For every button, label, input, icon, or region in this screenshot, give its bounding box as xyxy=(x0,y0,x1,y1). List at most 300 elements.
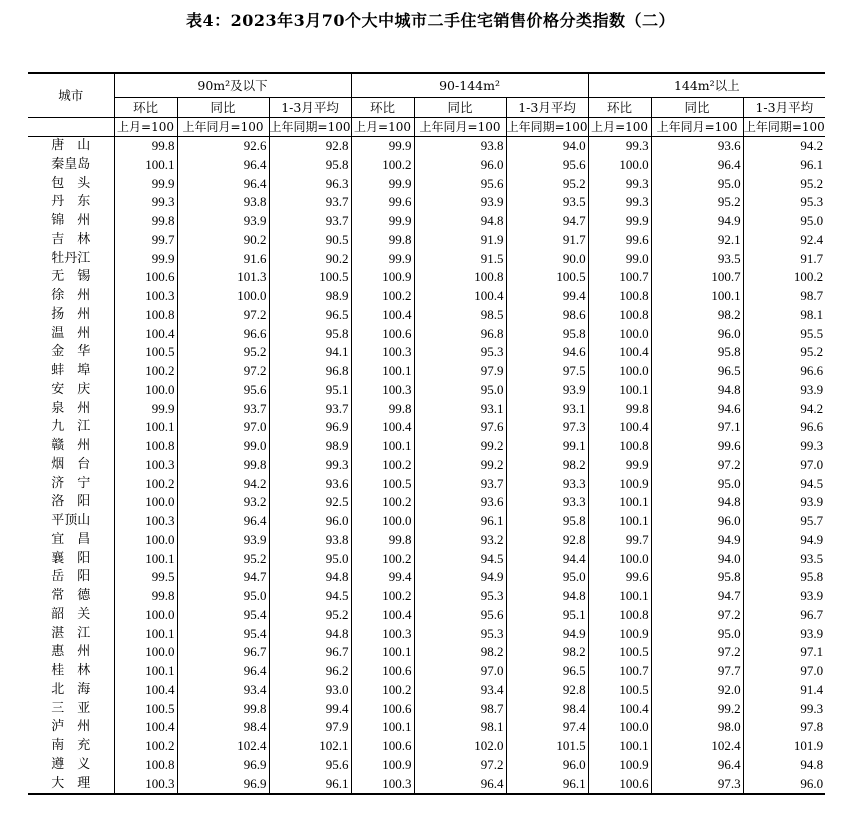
city-name: 秦皇岛 xyxy=(51,156,91,172)
index-value: 93.3 xyxy=(506,493,588,512)
index-value: 98.0 xyxy=(651,718,743,737)
index-value: 94.2 xyxy=(743,137,825,156)
index-value: 96.4 xyxy=(177,512,269,531)
table-row xyxy=(28,287,825,306)
index-value: 100.5 xyxy=(588,643,651,662)
index-value: 95.3 xyxy=(743,193,825,212)
index-value: 100.7 xyxy=(651,268,743,287)
index-value: 95.2 xyxy=(651,193,743,212)
index-value: 95.7 xyxy=(743,512,825,531)
index-value: 95.3 xyxy=(414,343,506,362)
index-value: 90.0 xyxy=(506,250,588,269)
index-value: 95.4 xyxy=(177,625,269,644)
index-value: 100.9 xyxy=(588,475,651,494)
index-value: 97.6 xyxy=(414,418,506,437)
index-value: 93.7 xyxy=(414,475,506,494)
index-value: 100.6 xyxy=(351,662,414,681)
index-value: 100.7 xyxy=(588,268,651,287)
base-header-yoy: 上年同月=100 xyxy=(177,118,269,137)
index-value: 96.6 xyxy=(743,362,825,381)
index-value: 96.4 xyxy=(414,775,506,795)
group-header-small: 90m²及以下 xyxy=(114,73,351,98)
index-value: 96.3 xyxy=(269,175,351,194)
index-value: 100.4 xyxy=(588,700,651,719)
city-name: 包 头 xyxy=(51,175,91,191)
table-row xyxy=(28,587,825,606)
index-value: 100.3 xyxy=(114,287,177,306)
index-value: 93.9 xyxy=(743,493,825,512)
index-value: 99.9 xyxy=(114,400,177,419)
index-value: 100.3 xyxy=(351,343,414,362)
page-title: 表4：2023年3月70个大中城市二手住宅销售价格分类指数（二） xyxy=(185,11,676,30)
index-value: 94.5 xyxy=(414,550,506,569)
table-row xyxy=(28,493,825,512)
index-value: 100.2 xyxy=(114,362,177,381)
city-name: 安 庆 xyxy=(51,381,91,397)
table-row xyxy=(28,362,825,381)
index-value: 93.9 xyxy=(506,381,588,400)
city-name: 济 宁 xyxy=(51,475,91,491)
index-value: 97.7 xyxy=(651,662,743,681)
index-value: 100.1 xyxy=(351,437,414,456)
index-value: 97.0 xyxy=(177,418,269,437)
index-value: 94.6 xyxy=(506,343,588,362)
index-value: 97.5 xyxy=(506,362,588,381)
index-value: 95.5 xyxy=(743,325,825,344)
index-value: 99.2 xyxy=(414,456,506,475)
index-value: 95.6 xyxy=(414,606,506,625)
index-value: 100.9 xyxy=(588,625,651,644)
index-value: 100.6 xyxy=(588,775,651,795)
index-value: 99.6 xyxy=(651,437,743,456)
table-row xyxy=(28,550,825,569)
index-value: 100.4 xyxy=(414,287,506,306)
table-row xyxy=(28,343,825,362)
index-value: 100.5 xyxy=(114,343,177,362)
index-value: 100.8 xyxy=(588,606,651,625)
index-value: 95.8 xyxy=(743,568,825,587)
index-value: 94.7 xyxy=(651,587,743,606)
index-value: 100.0 xyxy=(114,643,177,662)
index-value: 93.4 xyxy=(177,681,269,700)
index-value: 93.7 xyxy=(177,400,269,419)
table-row xyxy=(28,475,825,494)
index-value: 99.3 xyxy=(269,456,351,475)
index-value: 96.7 xyxy=(269,643,351,662)
index-value: 96.6 xyxy=(743,418,825,437)
table-body xyxy=(28,137,825,795)
index-value: 93.4 xyxy=(414,681,506,700)
index-value: 99.7 xyxy=(114,231,177,250)
base-header-mom: 上月=100 xyxy=(114,118,177,137)
sub-header-mom: 环比 xyxy=(114,98,177,118)
index-value: 99.8 xyxy=(177,456,269,475)
index-value: 96.5 xyxy=(506,662,588,681)
sub-header-avg: 1-3月平均 xyxy=(506,98,588,118)
index-value: 94.9 xyxy=(506,625,588,644)
city-name: 惠 州 xyxy=(51,644,91,660)
index-value: 99.1 xyxy=(506,437,588,456)
index-value: 93.6 xyxy=(651,137,743,156)
index-value: 97.2 xyxy=(177,306,269,325)
index-value: 100.8 xyxy=(414,268,506,287)
index-value: 98.5 xyxy=(414,306,506,325)
city-name: 锦 州 xyxy=(51,213,91,228)
index-value: 93.6 xyxy=(414,493,506,512)
index-value: 95.6 xyxy=(177,381,269,400)
table-row xyxy=(28,325,825,344)
index-value: 100.5 xyxy=(114,700,177,719)
index-value: 95.2 xyxy=(743,175,825,194)
index-value: 92.6 xyxy=(177,137,269,156)
index-value: 95.0 xyxy=(743,212,825,231)
index-value: 94.8 xyxy=(506,587,588,606)
index-value: 92.8 xyxy=(506,681,588,700)
index-value: 100.0 xyxy=(588,362,651,381)
index-value: 100.1 xyxy=(114,625,177,644)
index-value: 91.4 xyxy=(743,681,825,700)
index-value: 100.8 xyxy=(588,437,651,456)
index-value: 99.6 xyxy=(588,568,651,587)
base-header-yoy: 上年同月=100 xyxy=(651,118,743,137)
index-value: 96.1 xyxy=(269,775,351,795)
sub-header-avg: 1-3月平均 xyxy=(269,98,351,118)
index-value: 94.0 xyxy=(651,550,743,569)
index-value: 99.3 xyxy=(588,193,651,212)
index-value: 99.3 xyxy=(588,175,651,194)
index-value: 97.4 xyxy=(506,718,588,737)
index-value: 99.8 xyxy=(114,137,177,156)
index-value: 96.6 xyxy=(177,325,269,344)
index-value: 99.4 xyxy=(269,700,351,719)
index-value: 94.9 xyxy=(414,568,506,587)
index-value: 100.8 xyxy=(114,306,177,325)
index-value: 93.9 xyxy=(743,625,825,644)
base-header-mom: 上月=100 xyxy=(351,118,414,137)
index-value: 95.0 xyxy=(414,381,506,400)
city-name: 韶 关 xyxy=(51,606,91,622)
index-value: 94.5 xyxy=(269,587,351,606)
city-name: 平顶山 xyxy=(51,513,91,528)
index-value: 98.2 xyxy=(651,306,743,325)
index-value: 94.5 xyxy=(743,475,825,494)
index-value: 95.8 xyxy=(269,325,351,344)
index-value: 95.8 xyxy=(506,325,588,344)
index-value: 99.3 xyxy=(114,193,177,212)
index-value: 94.8 xyxy=(269,568,351,587)
index-value: 100.8 xyxy=(588,306,651,325)
index-value: 95.2 xyxy=(269,606,351,625)
table-row xyxy=(28,643,825,662)
index-value: 100.2 xyxy=(351,156,414,175)
index-value: 94.9 xyxy=(651,531,743,550)
index-value: 100.0 xyxy=(114,493,177,512)
index-value: 100.1 xyxy=(351,643,414,662)
index-value: 96.9 xyxy=(177,775,269,795)
index-value: 96.0 xyxy=(414,156,506,175)
index-value: 97.1 xyxy=(651,418,743,437)
index-value: 100.3 xyxy=(114,456,177,475)
index-value: 97.2 xyxy=(651,643,743,662)
index-value: 94.4 xyxy=(506,550,588,569)
sub-header-avg: 1-3月平均 xyxy=(743,98,825,118)
index-value: 96.2 xyxy=(269,662,351,681)
index-value: 97.3 xyxy=(651,775,743,795)
index-value: 93.9 xyxy=(414,193,506,212)
index-value: 93.8 xyxy=(269,531,351,550)
city-name: 唐 山 xyxy=(51,138,91,153)
index-value: 98.7 xyxy=(414,700,506,719)
index-value: 99.9 xyxy=(114,250,177,269)
index-value: 95.4 xyxy=(177,606,269,625)
index-value: 100.4 xyxy=(351,306,414,325)
index-value: 100.3 xyxy=(114,512,177,531)
index-value: 96.7 xyxy=(177,643,269,662)
index-value: 100.4 xyxy=(114,325,177,344)
sub-header-mom: 环比 xyxy=(351,98,414,118)
city-name: 赣 州 xyxy=(51,438,91,453)
index-value: 96.9 xyxy=(269,418,351,437)
index-value: 95.8 xyxy=(269,156,351,175)
index-value: 94.8 xyxy=(651,381,743,400)
group-header-large: 144m²以上 xyxy=(588,73,825,98)
index-value: 100.5 xyxy=(269,268,351,287)
index-value: 94.9 xyxy=(743,531,825,550)
table-row xyxy=(28,400,825,419)
index-value: 99.9 xyxy=(351,212,414,231)
index-value: 95.6 xyxy=(414,175,506,194)
index-value: 100.1 xyxy=(588,381,651,400)
base-header-yoy: 上年同月=100 xyxy=(414,118,506,137)
index-value: 99.6 xyxy=(588,231,651,250)
base-header-avg: 上年同期=100 xyxy=(269,118,351,137)
index-value: 94.6 xyxy=(651,400,743,419)
index-value: 100.0 xyxy=(351,512,414,531)
index-value: 99.8 xyxy=(351,231,414,250)
index-value: 99.8 xyxy=(114,212,177,231)
index-value: 102.4 xyxy=(651,737,743,756)
index-value: 93.8 xyxy=(177,193,269,212)
city-name: 大 理 xyxy=(28,775,114,795)
index-value: 99.2 xyxy=(414,437,506,456)
index-value: 96.1 xyxy=(743,156,825,175)
index-value: 100.4 xyxy=(114,681,177,700)
index-value: 92.5 xyxy=(269,493,351,512)
index-value: 100.1 xyxy=(114,550,177,569)
index-value: 96.1 xyxy=(506,775,588,795)
index-value: 99.0 xyxy=(177,437,269,456)
index-value: 99.9 xyxy=(588,456,651,475)
index-value: 100.5 xyxy=(351,475,414,494)
city-name: 蚌 埠 xyxy=(51,363,91,378)
city-name: 徐 州 xyxy=(51,288,91,303)
table-row xyxy=(28,437,825,456)
index-value: 100.2 xyxy=(351,287,414,306)
index-value: 97.3 xyxy=(506,418,588,437)
index-value: 92.8 xyxy=(506,531,588,550)
index-value: 99.9 xyxy=(588,212,651,231)
city-name: 温 州 xyxy=(51,325,91,341)
index-value: 100.0 xyxy=(114,381,177,400)
index-value: 100.6 xyxy=(351,700,414,719)
index-value: 98.6 xyxy=(506,306,588,325)
index-value: 98.9 xyxy=(269,287,351,306)
index-value: 96.1 xyxy=(414,512,506,531)
index-value: 93.6 xyxy=(269,475,351,494)
index-value: 92.4 xyxy=(743,231,825,250)
index-value: 100.0 xyxy=(177,287,269,306)
index-value: 101.3 xyxy=(177,268,269,287)
index-value: 99.4 xyxy=(506,287,588,306)
index-value: 100.8 xyxy=(114,437,177,456)
index-value: 99.8 xyxy=(351,531,414,550)
table-row xyxy=(28,662,825,681)
index-value: 95.2 xyxy=(743,343,825,362)
index-value: 100.1 xyxy=(351,362,414,381)
index-value: 100.0 xyxy=(588,550,651,569)
base-header-avg: 上年同期=100 xyxy=(743,118,825,137)
table-row xyxy=(28,625,825,644)
index-value: 98.7 xyxy=(743,287,825,306)
index-value: 100.1 xyxy=(588,493,651,512)
index-value: 94.7 xyxy=(506,212,588,231)
index-value: 100.1 xyxy=(651,287,743,306)
table-row xyxy=(28,268,825,287)
index-value: 94.8 xyxy=(651,493,743,512)
index-value: 99.3 xyxy=(743,437,825,456)
index-value: 91.6 xyxy=(177,250,269,269)
index-value: 99.5 xyxy=(114,568,177,587)
index-value: 93.5 xyxy=(506,193,588,212)
index-value: 100.0 xyxy=(588,325,651,344)
index-value: 93.2 xyxy=(177,493,269,512)
index-value: 100.8 xyxy=(114,756,177,775)
index-value: 99.9 xyxy=(351,250,414,269)
index-value: 97.9 xyxy=(414,362,506,381)
index-value: 101.9 xyxy=(743,737,825,756)
city-name: 桂 林 xyxy=(51,663,91,678)
index-value: 95.3 xyxy=(414,625,506,644)
index-value: 100.9 xyxy=(351,756,414,775)
index-value: 98.1 xyxy=(414,718,506,737)
index-value: 99.9 xyxy=(351,175,414,194)
index-value: 100.9 xyxy=(588,756,651,775)
index-value: 92.1 xyxy=(651,231,743,250)
table-header xyxy=(28,73,825,137)
sub-header-yoy: 同比 xyxy=(414,98,506,118)
index-value: 100.2 xyxy=(351,456,414,475)
index-value: 95.6 xyxy=(269,756,351,775)
index-value: 96.8 xyxy=(414,325,506,344)
index-value: 94.9 xyxy=(651,212,743,231)
index-value: 100.2 xyxy=(351,587,414,606)
index-value: 100.9 xyxy=(351,268,414,287)
city-name: 无 锡 xyxy=(51,269,91,285)
index-value: 96.0 xyxy=(651,325,743,344)
index-value: 94.2 xyxy=(743,400,825,419)
index-value: 100.0 xyxy=(588,156,651,175)
index-value: 100.1 xyxy=(351,718,414,737)
index-value: 100.7 xyxy=(588,662,651,681)
index-value: 93.1 xyxy=(506,400,588,419)
group-header-medium: 90-144m² xyxy=(351,73,588,98)
index-value: 95.8 xyxy=(651,568,743,587)
index-value: 97.2 xyxy=(414,756,506,775)
index-value: 97.2 xyxy=(651,456,743,475)
index-value: 100.1 xyxy=(114,156,177,175)
index-value: 99.8 xyxy=(177,700,269,719)
table-row xyxy=(28,175,825,194)
index-value: 100.4 xyxy=(588,343,651,362)
index-value: 93.7 xyxy=(269,212,351,231)
table-row xyxy=(28,775,825,795)
index-value: 100.6 xyxy=(351,325,414,344)
city-name: 丹 东 xyxy=(51,194,91,210)
index-value: 92.8 xyxy=(269,137,351,156)
city-column-header: 城市 xyxy=(28,73,114,118)
city-name: 南 充 xyxy=(51,738,91,753)
index-value: 99.0 xyxy=(588,250,651,269)
index-value: 90.2 xyxy=(269,250,351,269)
index-value: 100.3 xyxy=(351,625,414,644)
table-row xyxy=(28,756,825,775)
index-value: 95.0 xyxy=(269,550,351,569)
index-value: 95.8 xyxy=(506,512,588,531)
index-value: 95.3 xyxy=(414,587,506,606)
index-value: 95.1 xyxy=(506,606,588,625)
table-row xyxy=(28,193,825,212)
index-value: 100.2 xyxy=(114,737,177,756)
city-name: 三 亚 xyxy=(51,700,91,716)
city-name: 岳 阳 xyxy=(51,569,91,585)
city-name: 宜 昌 xyxy=(51,531,91,547)
city-name: 泉 州 xyxy=(51,400,91,416)
index-value: 98.1 xyxy=(743,306,825,325)
index-value: 95.0 xyxy=(651,475,743,494)
index-value: 91.5 xyxy=(414,250,506,269)
index-value: 100.4 xyxy=(351,418,414,437)
index-value: 100.2 xyxy=(743,268,825,287)
city-name: 牡丹江 xyxy=(51,250,91,266)
index-value: 95.6 xyxy=(506,156,588,175)
index-value: 92.0 xyxy=(651,681,743,700)
index-value: 98.2 xyxy=(414,643,506,662)
index-value: 99.3 xyxy=(743,700,825,719)
index-value: 95.0 xyxy=(506,568,588,587)
city-name: 扬 州 xyxy=(51,306,91,322)
index-value: 100.1 xyxy=(114,418,177,437)
city-name: 襄 阳 xyxy=(51,550,91,566)
index-value: 98.2 xyxy=(506,643,588,662)
sub-header-yoy: 同比 xyxy=(651,98,743,118)
index-value: 96.5 xyxy=(651,362,743,381)
index-value: 93.2 xyxy=(414,531,506,550)
base-header-mom: 上月=100 xyxy=(588,118,651,137)
index-value: 100.1 xyxy=(588,737,651,756)
index-value: 93.8 xyxy=(414,137,506,156)
index-value: 96.0 xyxy=(269,512,351,531)
index-value: 100.1 xyxy=(588,587,651,606)
index-value: 95.0 xyxy=(177,587,269,606)
index-value: 100.0 xyxy=(588,718,651,737)
table-row xyxy=(28,456,825,475)
index-value: 99.3 xyxy=(588,137,651,156)
index-value: 100.3 xyxy=(114,775,177,795)
city-name: 九 江 xyxy=(51,419,91,435)
index-value: 97.9 xyxy=(269,718,351,737)
index-value: 90.5 xyxy=(269,231,351,250)
table-row xyxy=(28,737,825,756)
